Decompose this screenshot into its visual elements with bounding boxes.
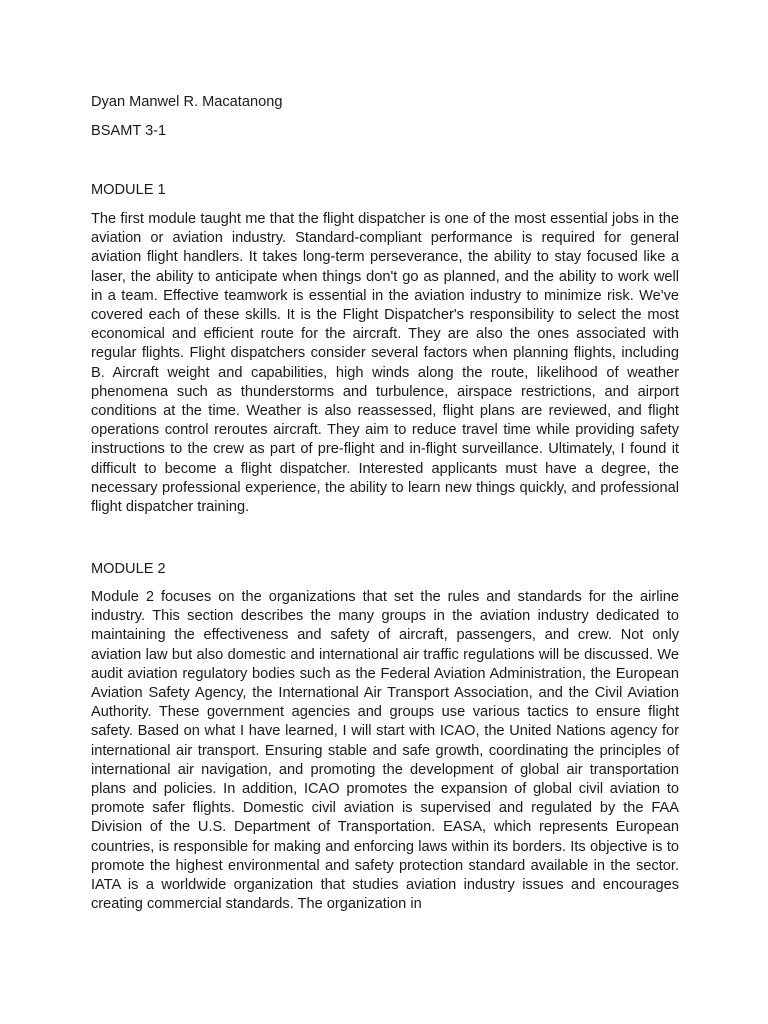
module-1-heading: MODULE 1 — [91, 182, 166, 198]
course-section: BSAMT 3-1 — [91, 123, 167, 139]
module-2-paragraph: Module 2 focuses on the organizations that set the rules and standards for the airline industry. This section describes the many groups in the aviation industry dedicated to maintaining the effectiveness and safety of aircraft, passengers, and crew. Not only aviation law but also domestic and international air traffic regulations will be discussed. We audit aviation regulatory bodies such as the Federal Aviation Administration, the European Aviation Safety Agency, the International Air Transport Association, and the Civil Aviation Authority. These government agencies and groups use various tactics to ensure flight safety. Based on what I have learned, I will start with ICAO, the United Nations agency for international air transport. Ensuring stable and safe growth, coordinating the principles of international air navigation, and promoting the development of global air transportation plans and policies. In addition, ICAO promotes the expansion of global civil aviation to promote safer flights. Domestic civil aviation is supervised and regulated by the FAA Division of the U.S. Department of Transportation. EASA, which represents European countries, is responsible for making and enforcing laws within its borders. Its objective is to promote the highest environmental and safety protection standard available in the sector. IATA is a worldwide organization that studies aviation industry issues and encourages creating commercial standards. The organization in — [91, 589, 679, 913]
author-name: Dyan Manwel R. Macatanong — [91, 94, 283, 110]
module-2-heading: MODULE 2 — [91, 561, 166, 577]
module-1-paragraph: The first module taught me that the flight dispatcher is one of the most essential jobs in the aviation or aviation industry. Standard-compliant performance is required for general aviation flight handlers. It takes long-term perseverance, the ability to stay focused like a laser, the ability to anticipate when things don't go as planned, and the ability to work well in a team. Effective teamwork is essential in the aviation industry to minimize risk. We've covered each of these skills. It is the Flight Dispatcher's responsibility to select the most economical and efficient route for the aircraft. They are also the ones associated with regular flights. Flight dispatchers consider several factors when planning flights, including B. Aircraft weight and capabilities, high winds along the route, likelihood of weather phenomena such as thunderstorms and turbulence, airspace restrictions, and airport conditions at the time. Weather is also reassessed, flight plans are reviewed, and flight operations control reroutes aircraft. They aim to reduce travel time while providing safety instructions to the crew as part of pre-flight and in-flight surveillance. Ultimately, I found it difficult to become a flight dispatcher. Interested applicants must have a degree, the necessary professional experience, the ability to learn new things quickly, and professional flight dispatcher training. — [91, 211, 679, 516]
